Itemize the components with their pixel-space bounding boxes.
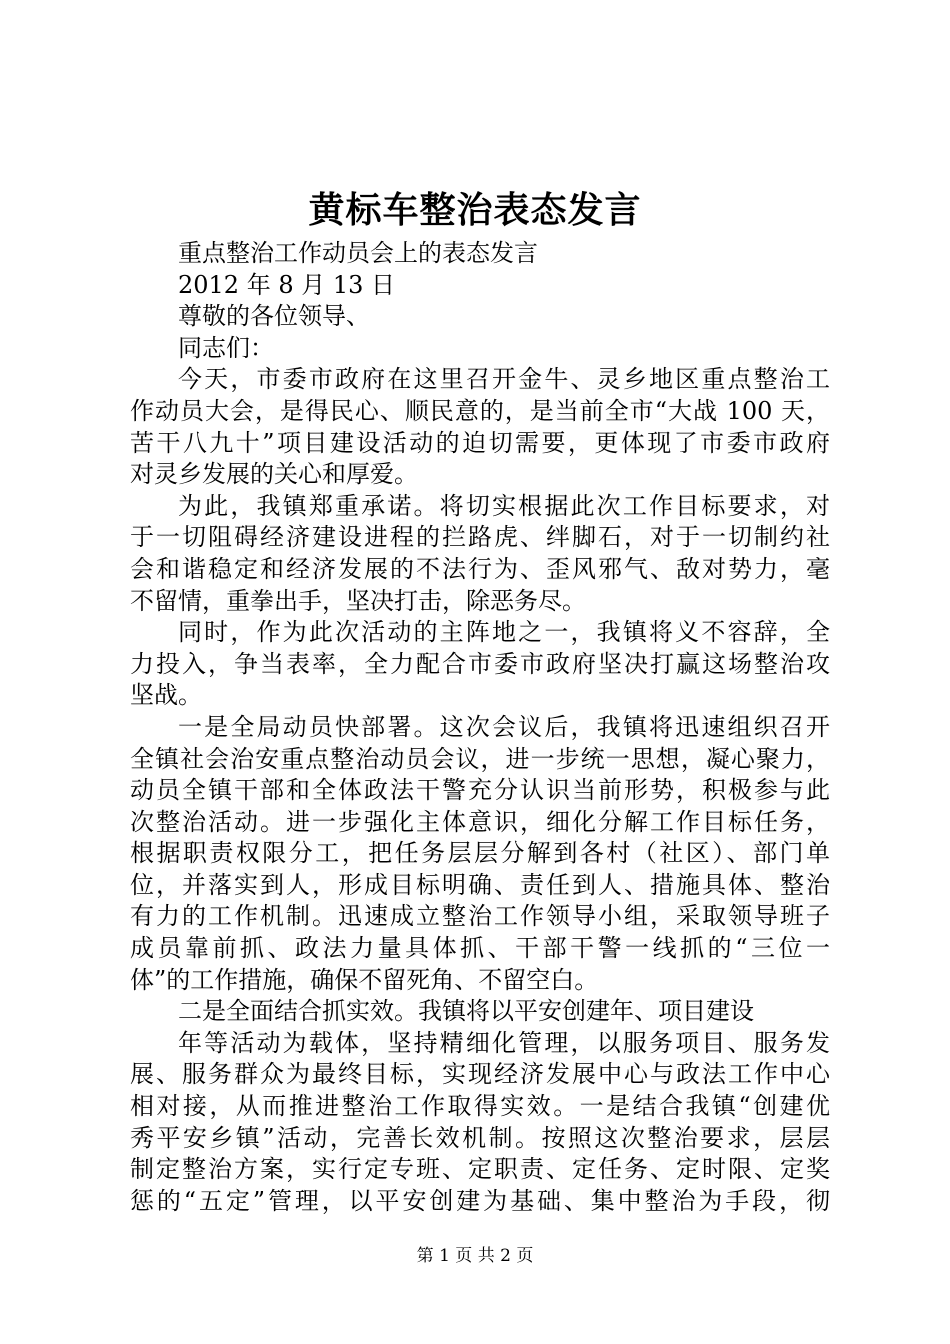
text-line: 根据职责权限分工，把任务层层分解到各村（社区）、部门单 bbox=[130, 839, 830, 868]
text-line: 力投入，争当表率，全力配合市委市政府坚决打赢这场整治攻 bbox=[130, 649, 830, 678]
text-line: 苦干八九十”项目建设活动的迫切需要，更体现了市委市政府 bbox=[130, 428, 830, 457]
text-line: 于一切阻碍经济建设进程的拦路虎、绊脚石，对于一切制约社 bbox=[130, 523, 830, 552]
text-line: 体”的工作措施，确保不留死角、不留空白。 bbox=[130, 965, 599, 994]
text-line: 会和谐稳定和经济发展的不法行为、歪风邪气、敌对势力，毫 bbox=[130, 554, 830, 583]
text-line: 惩的“五定”管理，以平安创建为基础、集中整治为手段，彻 bbox=[130, 1186, 830, 1215]
text-line: 次整治活动。进一步强化主体意识，细化分解工作目标任务， bbox=[130, 807, 830, 836]
text-line: 全镇社会治安重点整治动员会议，进一步统一思想，凝心聚力， bbox=[130, 744, 830, 773]
text-line: 不留情，重拳出手，坚决打击，除恶务尽。 bbox=[130, 586, 586, 615]
text-line: 制定整治方案，实行定专班、定职责、定任务、定时限、定奖 bbox=[130, 1155, 830, 1184]
document-body bbox=[130, 238, 830, 1217]
document-title: 黄标车整治表态发言 bbox=[308, 189, 642, 231]
text-line: 位，并落实到人，形成目标明确、责任到人、措施具体、整治 bbox=[130, 870, 830, 899]
text-line: 相对接，从而推进整治工作取得实效。一是结合我镇“创建优 bbox=[130, 1092, 830, 1121]
text-line: 2012 年 8 月 13 日 bbox=[178, 270, 396, 299]
text-line: 今天，市委市政府在这里召开金牛、灵乡地区重点整治工 bbox=[178, 365, 830, 394]
text-line: 年等活动为载体，坚持精细化管理，以服务项目、服务发 bbox=[178, 1028, 830, 1057]
text-line: 动员全镇干部和全体政法干警充分认识当前形势，积极参与此 bbox=[130, 776, 830, 805]
text-line: 秀平安乡镇”活动，完善长效机制。按照这次整治要求，层层 bbox=[130, 1123, 830, 1152]
text-line: 成员靠前抓、政法力量具体抓、干部干警一线抓的“三位一 bbox=[130, 934, 830, 963]
text-line: 对灵乡发展的关心和厚爱。 bbox=[130, 460, 418, 489]
text-line: 尊敬的各位领导、 bbox=[178, 302, 370, 331]
text-line: 坚战。 bbox=[130, 681, 202, 710]
text-line: 一是全局动员快部署。这次会议后，我镇将迅速组织召开 bbox=[178, 712, 830, 741]
text-line: 为此，我镇郑重承诺。将切实根据此次工作目标要求，对 bbox=[178, 491, 830, 520]
text-line: 二是全面结合抓实效。我镇将以平安创建年、项目建设 bbox=[178, 997, 754, 1026]
text-line: 重点整治工作动员会上的表态发言 bbox=[178, 239, 538, 267]
text-line: 展、服务群众为最终目标，实现经济发展中心与政法工作中心 bbox=[130, 1060, 830, 1089]
text-line: 同时，作为此次活动的主阵地之一，我镇将义不容辞，全 bbox=[178, 618, 830, 647]
text-line: 同志们： bbox=[178, 333, 274, 362]
text-line: 作动员大会，是得民心、顺民意的，是当前全市“大战 100 天， bbox=[130, 396, 830, 425]
page-number-footer: 第 1 页 共 2 页 bbox=[416, 1246, 534, 1266]
text-line: 有力的工作机制。迅速成立整治工作领导小组，采取领导班子 bbox=[130, 902, 830, 931]
